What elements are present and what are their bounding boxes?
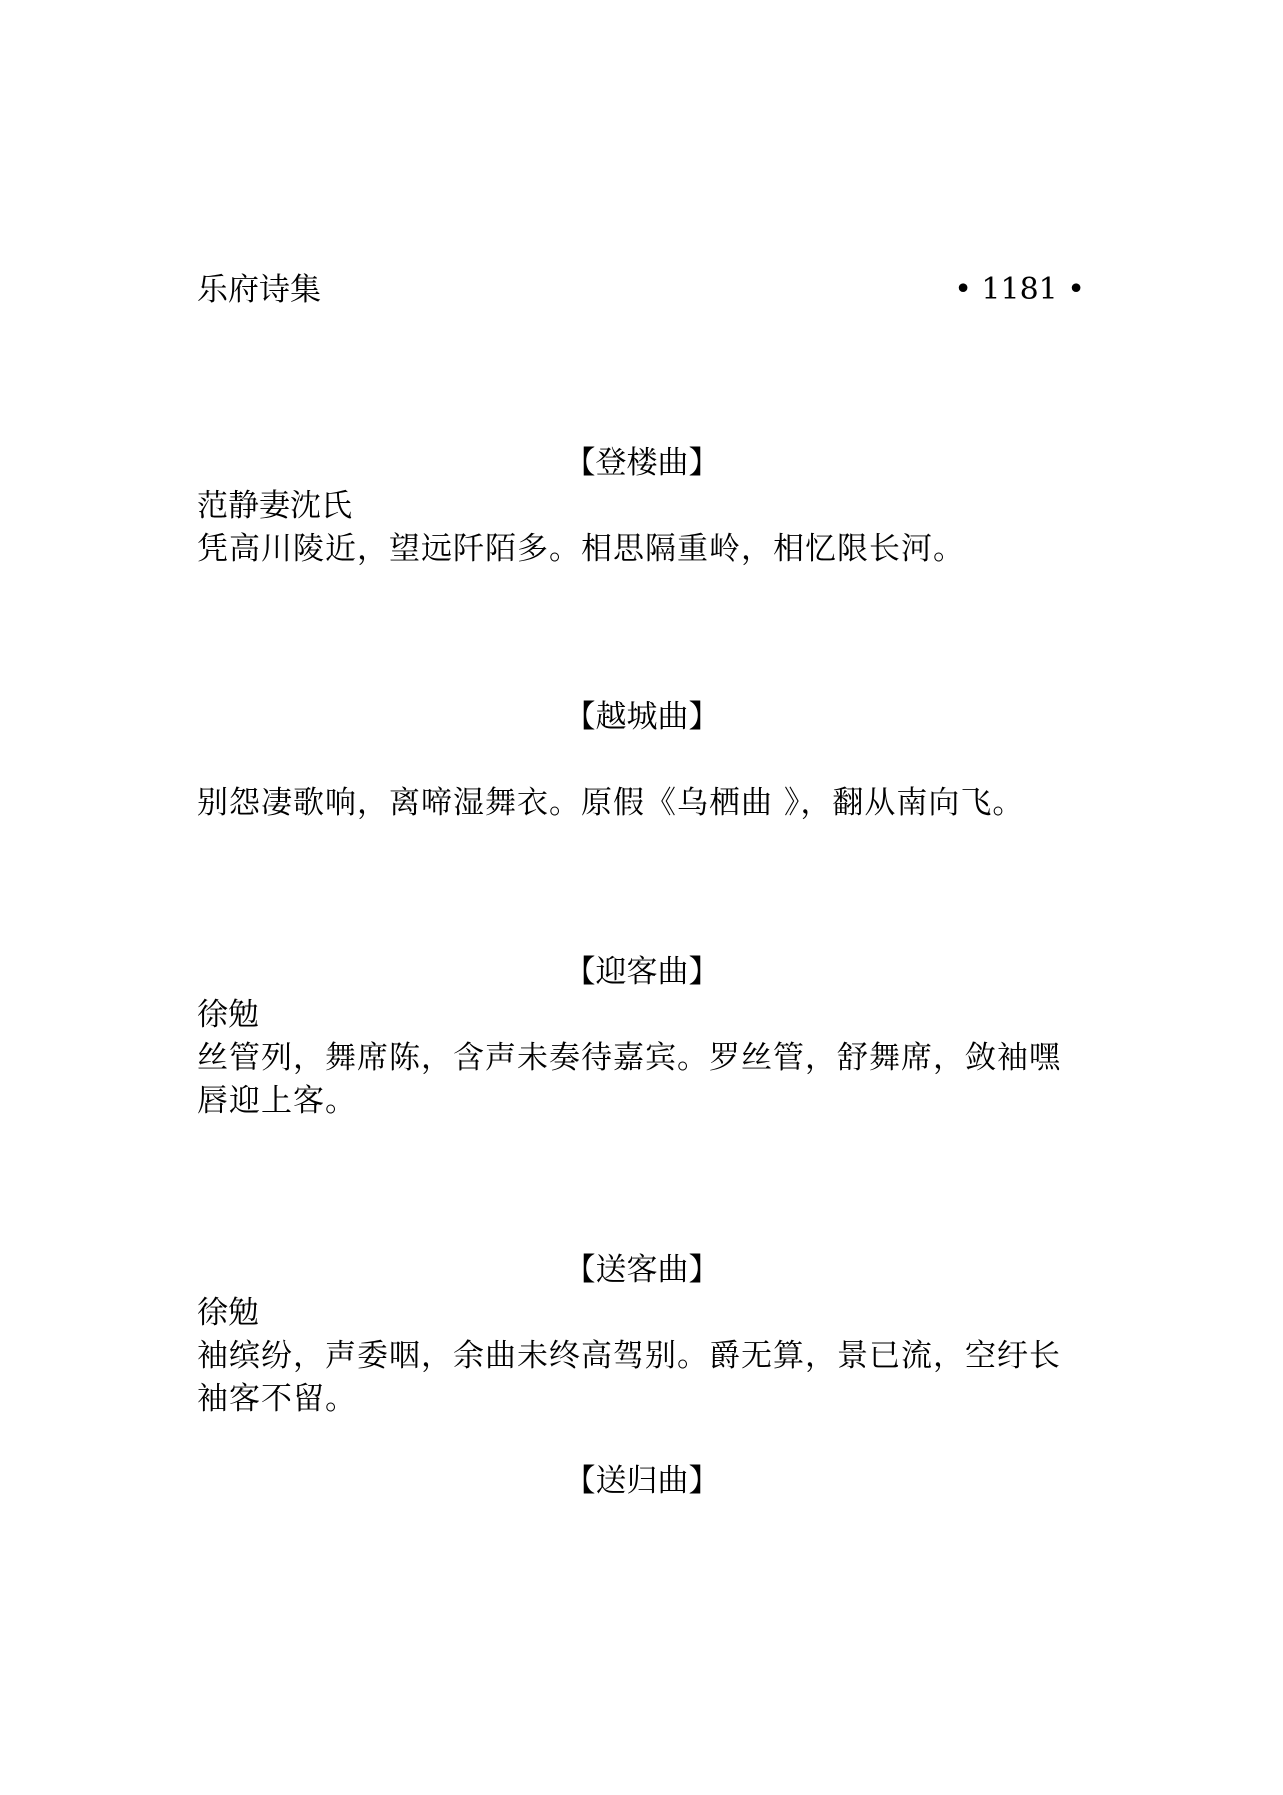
poem-title: 【迎客曲】 (564, 954, 720, 990)
poem-title: 【登楼曲】 (564, 445, 720, 481)
poem-text: 袖缤纷，声委咽，余曲未终高驾别。爵无算，景已流，空纡长袖客不留。 (197, 1338, 1061, 1417)
poem-songke (197, 1249, 1087, 1421)
poem-title: 【送客曲】 (564, 1252, 720, 1288)
page-header (197, 270, 1085, 310)
poem-title: 【越城曲】 (564, 699, 720, 735)
poem-denglou (197, 442, 1087, 571)
poem-text: 凭高川陵近，望远阡陌多。相思隔重岭，相忆限长河。 (197, 531, 965, 567)
poem-title: 【送归曲】 (564, 1463, 720, 1499)
poem-yingke (197, 951, 1087, 1123)
poem-songgui (197, 1460, 1087, 1503)
poem-author: 徐勉 (197, 997, 259, 1033)
book-title: 乐府诗集 (197, 272, 321, 308)
poem-author (197, 739, 1087, 782)
poem-text: 别怨凄歌响，离啼湿舞衣。原假《乌栖曲 》，翻从南向飞。 (197, 785, 1025, 821)
poem-author: 范静妻沈氏 (197, 488, 352, 524)
page-number: • 1181 • (954, 272, 1085, 307)
poem-text: 丝管列，舞席陈，含声未奏待嘉宾。罗丝管，舒舞席，敛袖嘿唇迎上客。 (197, 1040, 1061, 1119)
poem-yuecheng (197, 696, 1087, 825)
poem-author: 徐勉 (197, 1295, 259, 1331)
